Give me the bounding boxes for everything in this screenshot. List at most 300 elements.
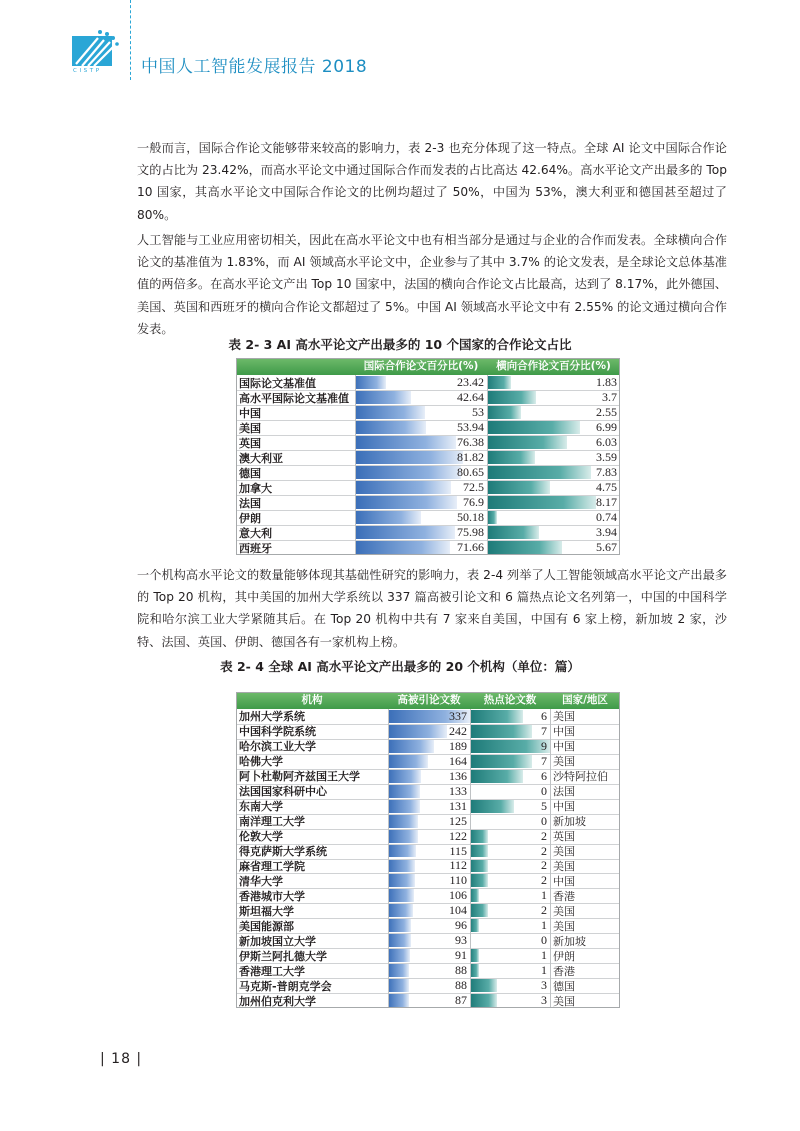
region-cell: 沙特阿拉伯	[553, 770, 608, 784]
hot-paper-bar	[470, 919, 479, 932]
highly-cited-bar	[388, 979, 409, 992]
row-divider	[236, 844, 620, 845]
row-divider	[236, 724, 620, 725]
horiz-collab-bar	[487, 481, 550, 494]
hot-paper-value: 6	[541, 768, 547, 783]
intl-collab-bar	[355, 481, 451, 494]
institution-name: 哈尔滨工业大学	[239, 740, 316, 754]
highly-cited-cell	[388, 948, 470, 963]
table-header-row	[236, 358, 620, 375]
row-label: 西班牙	[239, 541, 272, 555]
highly-cited-bar	[388, 934, 411, 947]
intl-collab-cell	[355, 495, 487, 510]
hot-paper-value: 3	[541, 978, 547, 993]
institution-name: 美国能源部	[239, 919, 294, 933]
intl-collab-value: 81.82	[457, 450, 484, 464]
hot-paper-cell	[470, 918, 550, 933]
table-header-cell: 国家/地区	[562, 694, 608, 706]
hot-paper-cell	[470, 993, 550, 1008]
table-row	[236, 829, 620, 844]
horiz-collab-cell	[487, 495, 620, 510]
highly-cited-value: 164	[449, 753, 467, 768]
hot-paper-cell	[470, 739, 550, 754]
horiz-collab-value: 6.99	[596, 420, 617, 434]
table-row	[236, 709, 620, 724]
region-cell: 美国	[553, 994, 575, 1008]
hot-paper-value: 0	[541, 813, 547, 828]
highly-cited-cell	[388, 814, 470, 829]
table-row	[236, 405, 620, 420]
institution-name: 马克斯-普朗克学会	[239, 979, 332, 993]
region-cell: 美国	[553, 710, 575, 724]
table-header-row	[236, 692, 620, 709]
intl-collab-value: 50.18	[457, 510, 484, 524]
highly-cited-bar	[388, 994, 409, 1007]
hot-paper-bar	[470, 889, 479, 902]
table-row	[236, 873, 620, 888]
row-label: 澳大利亚	[239, 451, 283, 465]
horiz-collab-bar	[487, 526, 539, 539]
highly-cited-bar	[388, 845, 416, 858]
intl-collab-value: 72.5	[463, 480, 484, 494]
row-divider	[236, 450, 620, 451]
horiz-collab-value: 0.74	[596, 510, 617, 524]
horiz-collab-value: 5.67	[596, 540, 617, 554]
horiz-collab-cell	[487, 375, 620, 390]
row-divider	[236, 873, 620, 874]
highly-cited-bar	[388, 800, 420, 813]
table-2-4-caption: 表 2- 4 全球 AI 高水平论文产出最多的 20 个机构（单位：篇）	[220, 659, 580, 674]
table-row	[236, 525, 620, 540]
hot-paper-cell	[470, 814, 550, 829]
highly-cited-value: 104	[449, 903, 467, 918]
row-divider	[236, 903, 620, 904]
row-label: 中国	[239, 406, 261, 420]
hot-paper-cell	[470, 799, 550, 814]
highly-cited-cell	[388, 918, 470, 933]
hot-paper-cell	[470, 784, 550, 799]
hot-paper-value: 3	[541, 993, 547, 1008]
horiz-collab-value: 8.17	[596, 495, 617, 509]
row-divider	[236, 754, 620, 755]
highly-cited-cell	[388, 844, 470, 859]
hot-paper-value: 2	[541, 903, 547, 918]
intl-collab-bar	[355, 541, 450, 554]
hot-paper-value: 7	[541, 723, 547, 738]
row-divider	[236, 769, 620, 770]
horiz-collab-value: 1.83	[596, 375, 617, 389]
row-divider	[236, 525, 620, 526]
region-cell: 香港	[553, 964, 575, 978]
institution-name: 加州伯克利大学	[239, 994, 316, 1008]
table-row	[236, 993, 620, 1008]
horiz-collab-value: 2.55	[596, 405, 617, 419]
region-cell: 新加坡	[553, 815, 586, 829]
highly-cited-bar	[388, 964, 409, 977]
row-label: 高水平国际论文基准值	[239, 391, 349, 405]
hot-paper-cell	[470, 978, 550, 993]
horiz-collab-value: 7.83	[596, 465, 617, 479]
hot-paper-cell	[470, 948, 550, 963]
intl-collab-cell	[355, 525, 487, 540]
table-row	[236, 540, 620, 555]
header-divider-line	[130, 0, 131, 80]
row-divider	[236, 918, 620, 919]
hot-paper-cell	[470, 963, 550, 978]
intl-collab-cell	[355, 540, 487, 555]
hot-paper-value: 2	[541, 843, 547, 858]
highly-cited-value: 125	[449, 813, 467, 828]
horiz-collab-value: 6.03	[596, 435, 617, 449]
hot-paper-bar	[470, 725, 532, 738]
hot-paper-bar	[470, 710, 523, 723]
hot-paper-value: 2	[541, 828, 547, 843]
region-cell: 法国	[553, 785, 575, 799]
row-divider	[236, 510, 620, 511]
horiz-collab-cell	[487, 420, 620, 435]
table-row	[236, 814, 620, 829]
hot-paper-bar	[470, 740, 550, 753]
highly-cited-cell	[388, 993, 470, 1008]
row-label: 加拿大	[239, 481, 272, 495]
institution-name: 清华大学	[239, 874, 283, 888]
region-cell: 美国	[553, 859, 575, 873]
intl-collab-value: 71.66	[457, 540, 484, 554]
hot-paper-bar	[470, 800, 514, 813]
row-divider	[236, 435, 620, 436]
highly-cited-bar	[388, 889, 414, 902]
row-divider	[236, 859, 620, 860]
highly-cited-cell	[388, 784, 470, 799]
table-row	[236, 465, 620, 480]
hot-paper-cell	[470, 903, 550, 918]
page-number: | 18 |	[100, 1051, 143, 1067]
intl-collab-value: 53	[472, 405, 484, 419]
row-label: 意大利	[239, 526, 272, 540]
hot-paper-cell	[470, 888, 550, 903]
hot-paper-value: 2	[541, 873, 547, 888]
highly-cited-cell	[388, 739, 470, 754]
region-cell: 英国	[553, 830, 575, 844]
highly-cited-cell	[388, 873, 470, 888]
institution-name: 斯坦福大学	[239, 904, 294, 918]
institution-name: 麻省理工学院	[239, 859, 305, 873]
institution-name: 香港理工大学	[239, 964, 305, 978]
hot-paper-cell	[470, 724, 550, 739]
highly-cited-value: 110	[449, 873, 467, 888]
hot-paper-value: 6	[541, 708, 547, 723]
horiz-collab-value: 3.59	[596, 450, 617, 464]
table-row	[236, 480, 620, 495]
row-divider	[236, 405, 620, 406]
row-label: 德国	[239, 466, 261, 480]
hot-paper-cell	[470, 844, 550, 859]
row-label: 英国	[239, 436, 261, 450]
institution-name: 新加坡国立大学	[239, 934, 316, 948]
intl-collab-bar	[355, 436, 456, 449]
svg-text:CISTP: CISTP	[73, 68, 102, 72]
institution-name: 伦敦大学	[239, 830, 283, 844]
institution-name: 东南大学	[239, 800, 283, 814]
horiz-collab-bar	[487, 451, 535, 464]
table-row	[236, 420, 620, 435]
table-header-cell: 机构	[301, 694, 323, 706]
hot-paper-value: 1	[541, 963, 547, 978]
intl-collab-value: 76.9	[463, 495, 484, 509]
horiz-collab-bar	[487, 406, 521, 419]
highly-cited-bar	[388, 904, 413, 917]
highly-cited-cell	[388, 754, 470, 769]
highly-cited-cell	[388, 933, 470, 948]
intl-collab-cell	[355, 375, 487, 390]
hot-paper-bar	[470, 994, 497, 1007]
hot-paper-value: 5	[541, 798, 547, 813]
region-cell: 中国	[553, 874, 575, 888]
horiz-collab-bar	[487, 541, 562, 554]
row-divider	[236, 829, 620, 830]
intl-collab-bar	[355, 451, 463, 464]
highly-cited-value: 87	[455, 993, 467, 1008]
highly-cited-cell	[388, 769, 470, 784]
table-row	[236, 784, 620, 799]
intl-collab-bar	[355, 496, 457, 509]
institution-name: 香港城市大学	[239, 889, 305, 903]
row-divider	[236, 540, 620, 541]
hot-paper-cell	[470, 933, 550, 948]
highly-cited-cell	[388, 859, 470, 874]
row-label: 国际论文基准值	[239, 376, 316, 390]
horiz-collab-cell	[487, 450, 620, 465]
hot-paper-value: 9	[541, 738, 547, 753]
horiz-collab-bar	[487, 511, 497, 524]
highly-cited-value: 91	[455, 948, 467, 963]
row-divider	[236, 948, 620, 949]
hot-paper-cell	[470, 873, 550, 888]
cistp-logo	[72, 28, 120, 72]
highly-cited-cell	[388, 724, 470, 739]
horiz-collab-value: 4.75	[596, 480, 617, 494]
intl-collab-bar	[355, 466, 461, 479]
row-divider	[236, 933, 620, 934]
highly-cited-bar	[388, 755, 428, 768]
highly-cited-value: 242	[449, 723, 467, 738]
row-label: 伊朗	[239, 511, 261, 525]
table-row	[236, 724, 620, 739]
highly-cited-cell	[388, 888, 470, 903]
hot-paper-value: 1	[541, 948, 547, 963]
institution-name: 加州大学系统	[239, 710, 305, 724]
highly-cited-cell	[388, 709, 470, 724]
row-divider	[236, 739, 620, 740]
hot-paper-bar	[470, 874, 488, 887]
horiz-collab-bar	[487, 376, 511, 389]
horiz-collab-bar	[487, 466, 591, 479]
hot-paper-value: 7	[541, 753, 547, 768]
row-divider	[236, 814, 620, 815]
intl-collab-cell	[355, 450, 487, 465]
highly-cited-value: 122	[449, 828, 467, 843]
row-divider	[236, 978, 620, 979]
region-cell: 美国	[553, 845, 575, 859]
row-divider	[236, 963, 620, 964]
hot-paper-bar	[470, 979, 497, 992]
institution-name: 伊斯兰阿扎德大学	[239, 949, 327, 963]
horiz-collab-cell	[487, 465, 620, 480]
horiz-collab-value: 3.94	[596, 525, 617, 539]
intl-collab-bar	[355, 406, 425, 419]
table-row	[236, 978, 620, 993]
row-divider	[236, 799, 620, 800]
highly-cited-bar	[388, 830, 418, 843]
intl-collab-bar	[355, 526, 455, 539]
table-header-cell: 横向合作论文百分比(%)	[496, 360, 611, 372]
horiz-collab-cell	[487, 390, 620, 405]
highly-cited-cell	[388, 963, 470, 978]
horiz-collab-bar	[487, 391, 536, 404]
highly-cited-cell	[388, 978, 470, 993]
table-header-cell	[236, 358, 355, 375]
highly-cited-value: 106	[449, 888, 467, 903]
highly-cited-cell	[388, 829, 470, 844]
row-divider	[236, 888, 620, 889]
intl-collab-value: 80.65	[457, 465, 484, 479]
intl-collab-bar	[355, 511, 421, 524]
row-divider	[236, 993, 620, 994]
paragraph-international-collaboration: 一般而言，国际合作论文能够带来较高的影响力，表 2-3 也充分体现了这一特点。全球 AI 论文中国际合作论文的占比为 23.42%，而高水平论文中通过国际合作而发表的占比高达 42.64%。高水平论文产出最多的 Top 10 国家，其高水平论文中国际合作论文的比例均超过了 50%，中国为 53%，澳大利亚和德国甚至超过了 80%。	[137, 141, 727, 222]
horiz-collab-cell	[487, 525, 620, 540]
table-row	[236, 918, 620, 933]
intl-collab-value: 76.38	[457, 435, 484, 449]
highly-cited-value: 112	[449, 858, 467, 873]
region-cell: 美国	[553, 904, 575, 918]
table-row	[236, 495, 620, 510]
row-divider	[236, 784, 620, 785]
region-cell: 中国	[553, 740, 575, 754]
hot-paper-bar	[470, 755, 532, 768]
hot-paper-bar	[470, 770, 523, 783]
highly-cited-value: 133	[449, 783, 467, 798]
table-header-cell: 高被引论文数	[397, 694, 461, 706]
hot-paper-bar	[470, 860, 488, 873]
region-cell: 伊朗	[553, 949, 575, 963]
highly-cited-bar	[388, 815, 418, 828]
region-cell: 香港	[553, 889, 575, 903]
highly-cited-value: 136	[449, 768, 467, 783]
row-divider	[236, 495, 620, 496]
hot-paper-value: 0	[541, 783, 547, 798]
table-row	[236, 948, 620, 963]
intl-collab-value: 23.42	[457, 375, 484, 389]
region-cell: 美国	[553, 919, 575, 933]
hot-paper-value: 1	[541, 888, 547, 903]
horiz-collab-value: 3.7	[602, 390, 617, 404]
highly-cited-value: 115	[449, 843, 467, 858]
highly-cited-bar	[388, 725, 447, 738]
institution-name: 哈佛大学	[239, 755, 283, 769]
highly-cited-bar	[388, 785, 420, 798]
table-row	[236, 933, 620, 948]
paragraph-top-institutions: 一个机构高水平论文的数量能够体现其基础性研究的影响力，表 2-4 列举了人工智能领域高水平论文产出最多的 Top 20 机构，其中美国的加州大学系统以 337 篇高被引论文和 6 篇热点论文名列第一，中国的中国科学院和哈尔滨工业大学紧随其后。在 Top 20 机构中共有 7 家来自美国，中国有 6 家上榜，新加坡 2 家，沙特、法国、英国、伊朗、德国各有一家机构上榜。	[137, 568, 727, 649]
hot-paper-bar	[470, 904, 488, 917]
horiz-collab-cell	[487, 540, 620, 555]
hot-paper-cell	[470, 709, 550, 724]
horiz-collab-cell	[487, 405, 620, 420]
institution-name: 法国国家科研中心	[239, 785, 327, 799]
table-row	[236, 903, 620, 918]
intl-collab-cell	[355, 390, 487, 405]
table-row	[236, 859, 620, 874]
intl-collab-cell	[355, 480, 487, 495]
highly-cited-bar	[388, 860, 415, 873]
hot-paper-cell	[470, 769, 550, 784]
horiz-collab-bar	[487, 496, 596, 509]
highly-cited-value: 96	[455, 918, 467, 933]
region-cell: 德国	[553, 979, 575, 993]
table-2-4	[236, 692, 620, 1008]
horiz-collab-bar	[487, 421, 580, 434]
horiz-collab-cell	[487, 510, 620, 525]
institution-name: 南洋理工大学	[239, 815, 305, 829]
hot-paper-bar	[470, 964, 479, 977]
table-row	[236, 754, 620, 769]
hot-paper-cell	[470, 859, 550, 874]
hot-paper-value: 1	[541, 918, 547, 933]
table-row	[236, 769, 620, 784]
table-row	[236, 799, 620, 814]
highly-cited-value: 88	[455, 978, 467, 993]
highly-cited-bar	[388, 770, 421, 783]
institution-name: 阿卜杜勒阿齐兹国王大学	[239, 770, 360, 784]
highly-cited-bar	[388, 949, 410, 962]
hot-paper-bar	[470, 845, 488, 858]
intl-collab-bar	[355, 421, 426, 434]
region-cell: 中国	[553, 725, 575, 739]
intl-collab-cell	[355, 435, 487, 450]
region-cell: 中国	[553, 800, 575, 814]
highly-cited-cell	[388, 799, 470, 814]
table-row	[236, 888, 620, 903]
table-row	[236, 739, 620, 754]
institution-name: 得克萨斯大学系统	[239, 845, 327, 859]
intl-collab-bar	[355, 376, 386, 389]
table-2-3-caption: 表 2- 3 AI 高水平论文产出最多的 10 个国家的合作论文占比	[228, 337, 572, 352]
intl-collab-value: 42.64	[457, 390, 484, 404]
intl-collab-cell	[355, 405, 487, 420]
row-label: 美国	[239, 421, 261, 435]
intl-collab-value: 53.94	[457, 420, 484, 434]
row-divider	[236, 465, 620, 466]
horiz-collab-cell	[487, 480, 620, 495]
highly-cited-value: 337	[449, 708, 467, 723]
hot-paper-value: 2	[541, 858, 547, 873]
paragraph-industry-collaboration: 人工智能与工业应用密切相关，因此在高水平论文中也有相当部分是通过与企业的合作而发表。全球横向合作论文的基准值为 1.83%，而 AI 领域高水平论文中，企业参与了其中 3.7% 的论文发表，是全球论文总体基准值的两倍多。在高水平论文产出 Top 10 国家中，法国的横向合作论文占比最高，达到了 8.17%，此外德国、美国、英国和西班牙的横向合作论文都超过了 5%。中国 AI 领域高水平论文中有 2.55% 的论文通过横向合作发表。	[137, 233, 727, 336]
page-header-title: 中国人工智能发展报告 2018	[141, 57, 368, 77]
highly-cited-bar	[388, 874, 415, 887]
intl-collab-bar	[355, 391, 411, 404]
table-row	[236, 450, 620, 465]
region-cell: 新加坡	[553, 934, 586, 948]
table-row	[236, 435, 620, 450]
horiz-collab-cell	[487, 435, 620, 450]
row-label: 法国	[239, 496, 261, 510]
hot-paper-value: 0	[541, 933, 547, 948]
highly-cited-value: 189	[449, 738, 467, 753]
row-divider	[236, 420, 620, 421]
table-row	[236, 510, 620, 525]
highly-cited-bar	[388, 740, 434, 753]
table-row	[236, 844, 620, 859]
table-2-3	[236, 358, 620, 555]
